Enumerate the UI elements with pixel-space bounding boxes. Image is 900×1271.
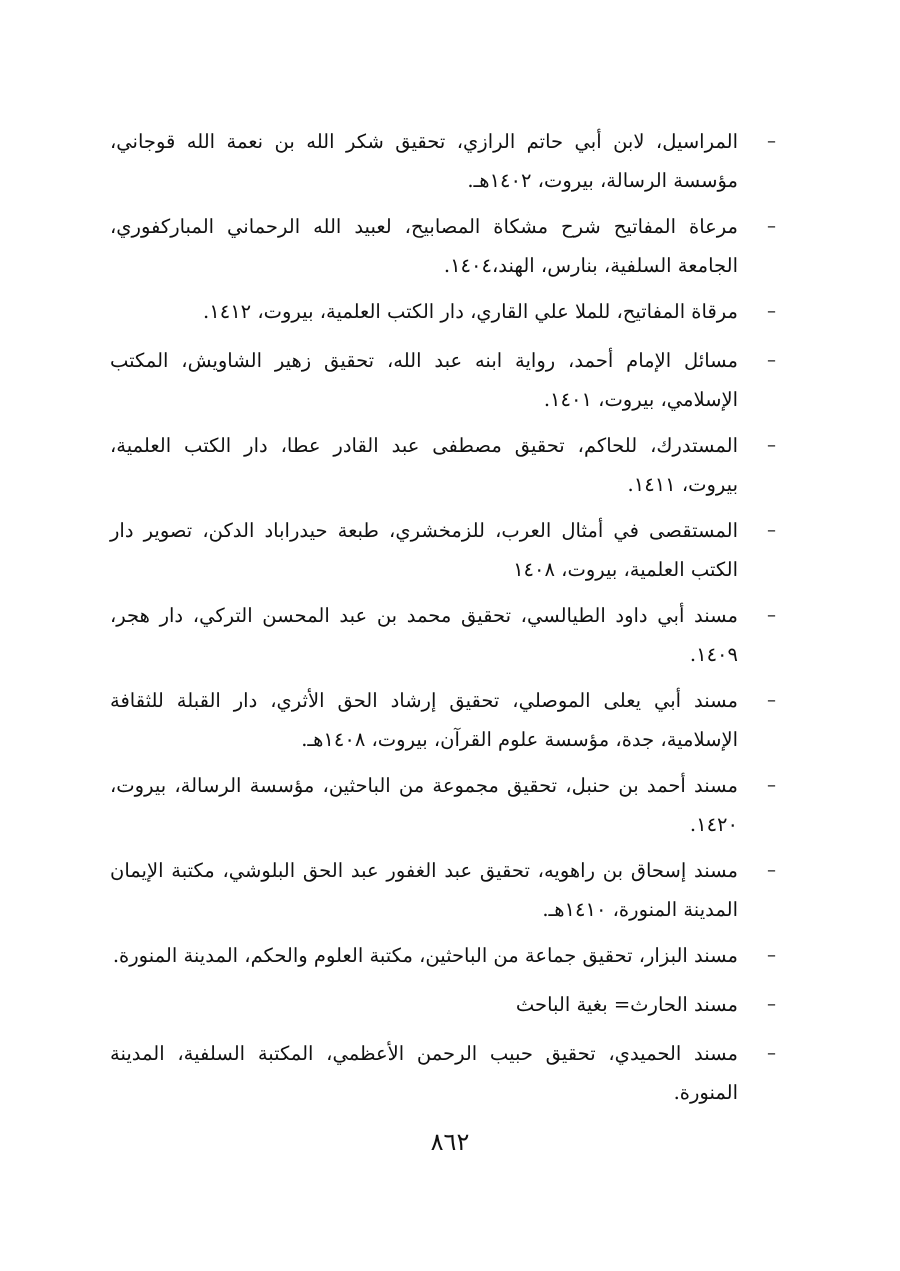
- reference-text: المستقصى في أمثال العرب، للزمخشري، طبعة حيدراباد الدكن، تصوير دار الكتب العلمية، بيروت، ١٤٠٨: [110, 519, 738, 581]
- bullet-dash: –: [767, 605, 776, 626]
- reference-text: المراسيل، لابن أبي حاتم الرازي، تحقيق شكر الله بن نعمة الله قوجاني، مؤسسة الرسالة، بيروت، ١٤٠٢هـ.: [110, 130, 738, 192]
- bullet-dash: –: [767, 1043, 776, 1064]
- bullet-dash: –: [767, 216, 776, 237]
- reference-item: [110, 596, 790, 674]
- reference-item: [110, 766, 790, 844]
- reference-item: [110, 292, 790, 331]
- bullet-dash: –: [767, 350, 776, 371]
- reference-item: [110, 341, 790, 419]
- reference-item: [110, 207, 790, 285]
- reference-text: مسند إسحاق بن راهويه، تحقيق عبد الغفور عبد الحق البلوشي، مكتبة الإيمان المدينة المنورة، ١٤١٠هـ.: [110, 859, 738, 921]
- reference-item: [110, 851, 790, 929]
- reference-text: مسند الحارث= بغية الباحث: [515, 993, 738, 1016]
- reference-text: مسند الحميدي، تحقيق حبيب الرحمن الأعظمي، المكتبة السلفية، المدينة المنورة.: [110, 1042, 738, 1104]
- reference-text: المستدرك، للحاكم، تحقيق مصطفى عبد القادر عطا، دار الكتب العلمية، بيروت، ١٤١١.: [110, 434, 738, 496]
- bullet-dash: –: [767, 301, 776, 322]
- reference-text: مسند البزار، تحقيق جماعة من الباحثين، مكتبة العلوم والحكم، المدينة المنورة.: [112, 944, 738, 967]
- reference-text: مرقاة المفاتيح، للملا علي القاري، دار الكتب العلمية، بيروت، ١٤١٢.: [203, 300, 738, 323]
- reference-item: [110, 426, 790, 504]
- reference-text: مسند أبي يعلى الموصلي، تحقيق إرشاد الحق الأثري، دار القبلة للثقافة الإسلامية، جدة، مؤسسة علوم القرآن، بيروت، ١٤٠٨هـ.: [110, 689, 738, 751]
- bullet-dash: –: [767, 690, 776, 711]
- bullet-dash: –: [767, 775, 776, 796]
- bullet-dash: –: [767, 860, 776, 881]
- bullet-dash: –: [767, 945, 776, 966]
- page-number: ٨٦٢: [430, 1128, 470, 1156]
- bullet-dash: –: [767, 435, 776, 456]
- reference-text: مسند أحمد بن حنبل، تحقيق مجموعة من الباحثين، مؤسسة الرسالة، بيروت، ١٤٢٠.: [110, 774, 738, 836]
- reference-text: مرعاة المفاتيح شرح مشكاة المصابيح، لعبيد الله الرحماني المباركفوري، الجامعة السلفية، بنارس، الهند،١٤٠٤.: [110, 215, 738, 277]
- reference-text: مسند أبي داود الطيالسي، تحقيق محمد بن عبد المحسن التركي، دار هجر، ١٤٠٩.: [110, 604, 738, 666]
- reference-item: [110, 1034, 790, 1112]
- references-list: [110, 122, 790, 1112]
- references-page: [110, 122, 790, 1119]
- reference-item: [110, 936, 790, 975]
- bullet-dash: –: [767, 520, 776, 541]
- bullet-dash: –: [767, 994, 776, 1015]
- reference-text: مسائل الإمام أحمد، رواية ابنه عبد الله، تحقيق زهير الشاويش، المكتب الإسلامي، بيروت، ١٤٠١.: [110, 349, 738, 411]
- reference-item: [110, 681, 790, 759]
- reference-item: [110, 511, 790, 589]
- reference-item: [110, 985, 790, 1024]
- bullet-dash: –: [767, 131, 776, 152]
- reference-item: [110, 122, 790, 200]
